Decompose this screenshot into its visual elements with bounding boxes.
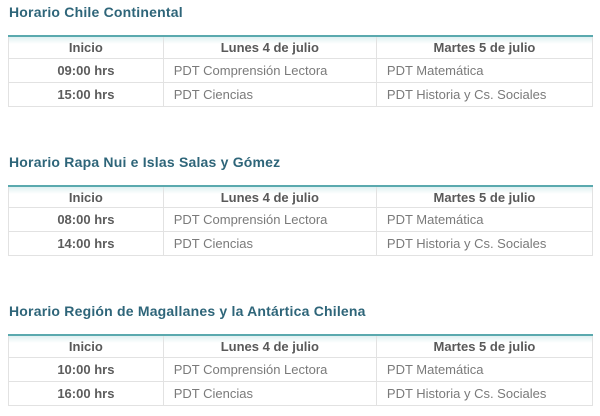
subject-cell: PDT Ciencias bbox=[163, 232, 376, 256]
subject-cell: PDT Comprensión Lectora bbox=[163, 208, 376, 232]
table-row bbox=[9, 357, 593, 381]
column-header: Martes 5 de julio bbox=[376, 186, 592, 208]
subject-cell: PDT Historia y Cs. Sociales bbox=[376, 381, 592, 405]
column-header: Inicio bbox=[9, 36, 164, 58]
subject-cell: PDT Ciencias bbox=[163, 381, 376, 405]
schedule-section bbox=[8, 4, 593, 107]
start-time-cell: 14:00 hrs bbox=[9, 232, 164, 256]
subject-cell: PDT Matemática bbox=[376, 58, 592, 82]
subject-cell: PDT Ciencias bbox=[163, 82, 376, 106]
schedule-table bbox=[8, 185, 593, 257]
table-body bbox=[9, 58, 593, 106]
table-row bbox=[9, 208, 593, 232]
table-row bbox=[9, 232, 593, 256]
subject-cell: PDT Comprensión Lectora bbox=[163, 58, 376, 82]
section-title: Horario Chile Continental bbox=[9, 4, 183, 20]
table-row bbox=[9, 58, 593, 82]
subject-cell: PDT Historia y Cs. Sociales bbox=[376, 232, 592, 256]
table-row bbox=[9, 381, 593, 405]
column-header: Martes 5 de julio bbox=[376, 335, 592, 357]
header-row bbox=[9, 186, 593, 208]
header-row bbox=[9, 36, 593, 58]
subject-cell: PDT Historia y Cs. Sociales bbox=[376, 82, 592, 106]
schedule-table bbox=[8, 334, 593, 406]
subject-cell: PDT Matemática bbox=[376, 357, 592, 381]
table-body bbox=[9, 357, 593, 405]
start-time-cell: 09:00 hrs bbox=[9, 58, 164, 82]
column-header: Inicio bbox=[9, 186, 164, 208]
section-title: Horario Región de Magallanes y la Antártica Chilena bbox=[9, 303, 366, 319]
subject-cell: PDT Matemática bbox=[376, 208, 592, 232]
start-time-cell: 15:00 hrs bbox=[9, 82, 164, 106]
column-header: Lunes 4 de julio bbox=[163, 186, 376, 208]
schedule-section bbox=[8, 303, 593, 406]
column-header: Lunes 4 de julio bbox=[163, 36, 376, 58]
schedule-section bbox=[8, 154, 593, 257]
table-body bbox=[9, 208, 593, 256]
column-header: Inicio bbox=[9, 335, 164, 357]
table-row bbox=[9, 82, 593, 106]
subject-cell: PDT Comprensión Lectora bbox=[163, 357, 376, 381]
schedule-sections bbox=[8, 4, 593, 406]
column-header: Martes 5 de julio bbox=[376, 36, 592, 58]
schedule-table bbox=[8, 35, 593, 107]
section-title: Horario Rapa Nui e Islas Salas y Gómez bbox=[9, 153, 281, 170]
start-time-cell: 10:00 hrs bbox=[9, 357, 164, 381]
start-time-cell: 16:00 hrs bbox=[9, 381, 164, 405]
header-row bbox=[9, 335, 593, 357]
column-header: Lunes 4 de julio bbox=[163, 335, 376, 357]
start-time-cell: 08:00 hrs bbox=[9, 208, 164, 232]
